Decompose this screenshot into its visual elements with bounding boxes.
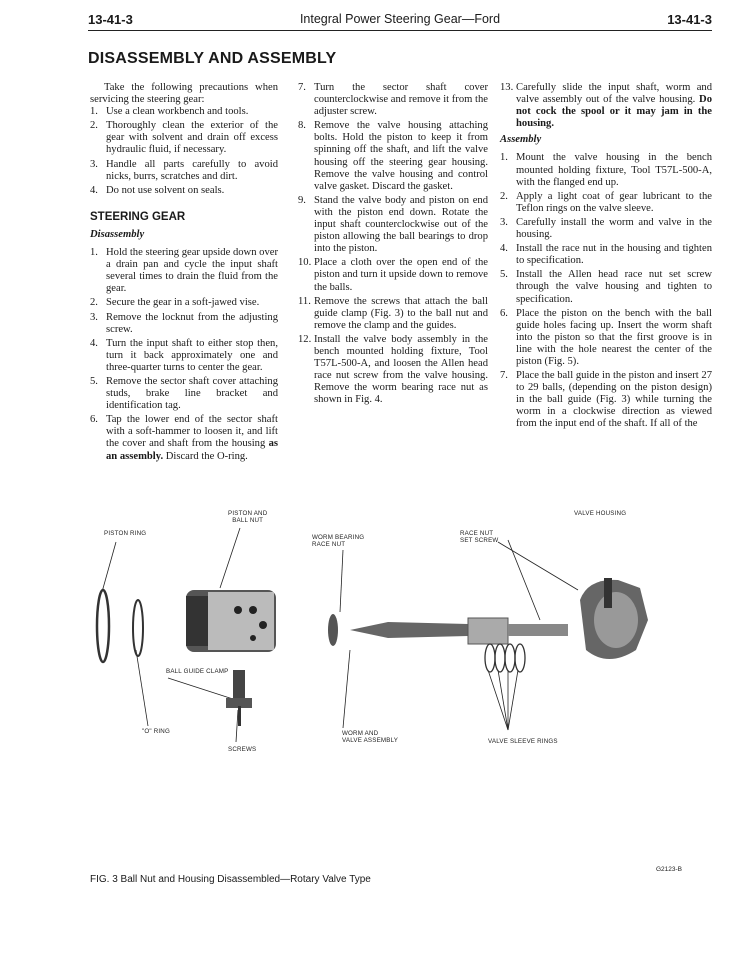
list-item — [500, 152, 712, 188]
item-emphasis: as an assembly. — [106, 438, 278, 462]
ball-guide-clamp-shape — [226, 670, 252, 726]
item-number: 7. — [298, 82, 306, 93]
item-number: 5. — [90, 375, 98, 387]
item-number: 11. — [298, 295, 311, 307]
item-text: Carefully slide the input shaft, worm and valve assembly out of the valve housing. — [516, 82, 712, 106]
item-number: 7. — [500, 370, 508, 382]
item-text: Stand the valve body and piston on end with the piston end down. Rotate the input shaft counterclockwise out of the piston allowing the ball bearings to drop into the piston. — [314, 194, 488, 255]
label-race-nut-set-screw: RACE NUT SET SCREW — [460, 530, 499, 544]
list-item — [90, 106, 278, 118]
list-item — [500, 269, 712, 305]
column-2 — [298, 82, 488, 408]
item-text: Install the valve body assembly in the bench mounted holding fixture, Tool T57L-500-A, and loosen the Allen head race nut screw from the valve housing. Remove the worm bearing race nut as shown in Fig. 4. — [314, 333, 488, 406]
list-item — [500, 191, 712, 215]
item-text: Install the Allen head race nut set screw through the valve housing and tighten to specification. — [516, 269, 712, 305]
item-number: 1. — [500, 152, 508, 164]
valve-housing-shape — [580, 578, 648, 659]
list-item — [90, 338, 278, 374]
item-number: 10. — [298, 257, 312, 269]
item-number: 2. — [90, 120, 98, 132]
label-piston-ball-nut: PISTON AND BALL NUT — [228, 510, 268, 524]
list-item — [90, 414, 278, 462]
label-valve-sleeve-rings: VALVE SLEEVE RINGS — [488, 738, 558, 745]
item-text: Handle all parts carefully to avoid nicks, burrs, scratches and dirt. — [106, 158, 278, 182]
item-text: Carefully install the worm and valve in the housing. — [516, 216, 712, 241]
label-ball-guide-clamp: BALL GUIDE CLAMP — [166, 668, 229, 675]
item-text: Use a clean workbench and tools. — [106, 106, 249, 118]
piston-ring-shape — [97, 590, 109, 662]
item-text: Place a cloth over the open end of the piston and turn it upside down to remove the balls. — [314, 257, 488, 293]
label-screws: SCREWS — [228, 746, 257, 753]
list-item — [298, 257, 488, 293]
label-valve-housing: VALVE HOUSING — [574, 510, 627, 517]
disassembly-list-part2 — [298, 82, 488, 406]
list-item — [500, 217, 712, 241]
item-number: 3. — [90, 158, 98, 170]
list-item — [90, 185, 278, 197]
item-text: Apply a light coat of gear lubricant to the Teflon rings on the valve sleeve. — [516, 190, 712, 214]
assembly-heading: Assembly — [500, 134, 542, 146]
section-title: DISASSEMBLY AND ASSEMBLY — [88, 50, 337, 67]
list-item — [298, 195, 488, 255]
item-text: Place the ball guide in the piston and insert 27 to 29 balls, (depending on the piston design) in the ball guide (Fig. 3) while turning the worm in a clockwise direction as viewed from the input end of the shaft. If all of the — [516, 370, 712, 430]
item-number: 3. — [90, 311, 98, 323]
valve-sleeve-rings-shape — [485, 644, 525, 672]
label-worm-bearing-race-nut: WORM BEARING RACE NUT — [312, 534, 365, 548]
item-number: 1. — [90, 106, 98, 118]
item-number: 4. — [500, 243, 508, 255]
list-item — [90, 120, 278, 156]
item-text: Secure the gear in a soft-jawed vise. — [106, 297, 260, 309]
item-text: Remove the valve housing attaching bolts. Hold the piston to keep it from spinning off the shaft, and lift the valve housing off the steering gear housing. Remove the valve housing and control valve gasket. Discard the gasket. — [314, 120, 488, 192]
item-number: 6. — [90, 414, 98, 426]
running-title: Integral Power Steering Gear—Ford — [299, 12, 501, 26]
item-number: 4. — [90, 337, 98, 349]
list-item — [500, 308, 712, 368]
piston-ball-nut-shape — [186, 590, 276, 652]
list-item — [90, 312, 278, 336]
list-item — [298, 334, 488, 407]
item-text: Remove the sector shaft cover attaching studs, brake line bracket and identification tag. — [106, 375, 278, 412]
column-3 — [500, 82, 712, 433]
worm-shaft-shape — [350, 618, 568, 644]
item-text: Thoroughly clean the exterior of the gear with solvent and drain off excess hydraulic fluid, if necessary. — [106, 120, 278, 156]
intro-text: Take the following precautions when servicing the steering gear: — [90, 82, 278, 106]
list-item — [500, 243, 712, 267]
item-text: Place the piston on the bench with the ball guide holes facing up. Insert the worm shaft into the piston so that the first groove is in line with the hole nearest the center of the piston (Fig. 5). — [516, 307, 712, 367]
item-text: Do not use solvent on seals. — [106, 184, 225, 196]
item-number: 2. — [500, 190, 508, 202]
precautions-list — [90, 106, 278, 197]
list-item — [298, 120, 488, 193]
item-number: 8. — [298, 120, 306, 132]
item-number: 2. — [90, 297, 98, 309]
page-number-right: 13-41-3 — [667, 12, 712, 27]
item-number: 1. — [90, 247, 98, 259]
figure-code: G2123-B — [655, 866, 682, 873]
item-number: 4. — [90, 184, 98, 196]
item-text: Remove the screws that attach the ball guide clamp (Fig. 3) to the ball nut and remove the clamp and the guides. — [314, 295, 488, 331]
page-header — [88, 10, 712, 31]
disassembly-list-part1 — [90, 247, 278, 463]
item-text: Discard the O-ring. — [163, 450, 248, 462]
list-item — [90, 159, 278, 183]
list-item — [500, 370, 712, 430]
o-ring-shape — [133, 600, 143, 656]
item-text: Install the race nut in the housing and tighten to specification. — [516, 243, 712, 267]
column-1 — [90, 82, 278, 465]
exploded-view-figure — [88, 500, 728, 770]
figure-caption: FIG. 3 Ball Nut and Housing Disassembled—Rotary Valve Type — [90, 874, 371, 885]
label-piston-ring: PISTON RING — [104, 530, 147, 537]
list-item — [90, 297, 278, 309]
item-number: 6. — [500, 307, 508, 319]
disassembly-heading: Disassembly — [90, 228, 145, 240]
list-item — [500, 82, 712, 130]
steering-gear-heading: STEERING GEAR — [90, 210, 186, 223]
list-item — [90, 376, 278, 412]
assembly-list — [500, 152, 712, 430]
page-number-left: 13-41-3 — [88, 12, 133, 27]
item-number: 9. — [298, 194, 306, 206]
list-item — [90, 247, 278, 295]
race-nut-shape — [328, 614, 338, 646]
item-text: Hold the steering gear upside down over a drain pan and cycle the input shaft several times to drain the fluid from the gear. — [106, 247, 278, 295]
item-number: 5. — [500, 269, 508, 281]
list-item — [298, 82, 488, 118]
item-text: Turn the sector shaft cover counterclockwise and remove it from the adjuster screw. — [314, 82, 488, 118]
figure-illustration — [88, 500, 728, 770]
item-number: 12. — [298, 333, 312, 345]
item-text: Remove the locknut from the adjusting screw. — [106, 311, 278, 335]
disassembly-list-part3 — [500, 82, 712, 130]
item-number: 3. — [500, 216, 508, 228]
label-worm-valve-assembly: WORM AND VALVE ASSEMBLY — [342, 730, 399, 744]
list-item — [298, 296, 488, 332]
item-emphasis: Do not cock the spool or it may jam in the housing. — [516, 94, 712, 130]
item-text: Tap the lower end of the sector shaft with a soft-hammer to loosen it, and lift the cover and shaft from the housing — [106, 414, 278, 450]
item-text: Turn the input shaft to either stop then, turn it back approximately one and three-quarter turns to center the gear. — [106, 337, 278, 373]
item-text: Mount the valve housing in the bench mounted holding fixture, Tool T57L-500-A, with the flanged end up. — [516, 152, 712, 188]
item-number: 13. — [500, 82, 514, 93]
label-o-ring: "O" RING — [142, 728, 170, 735]
